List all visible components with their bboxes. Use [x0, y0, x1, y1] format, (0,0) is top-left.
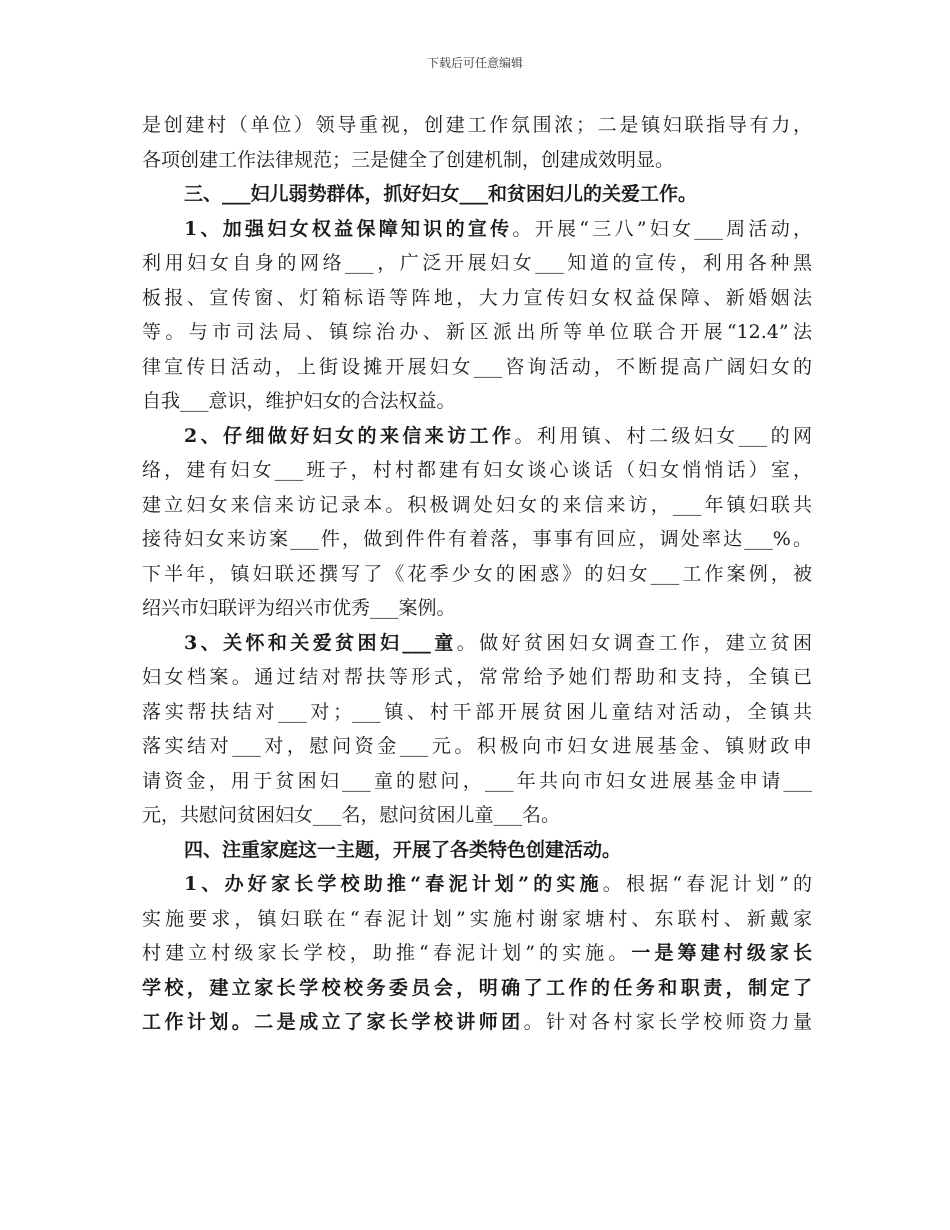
text-line [142, 419, 812, 454]
text-segment: 元，共慰问贫困妇女___名，慰问贫困儿童___名。 [142, 804, 561, 826]
text-line [142, 660, 812, 695]
text-line [142, 1005, 812, 1040]
bold-text-segment: 3、关怀和关爱贫困妇___童 [184, 631, 457, 654]
bold-text-segment: 四、注重家庭这一主题，开展了各类特色创建活动。 [184, 838, 622, 861]
text-segment: 。做好贫困妇女调查工作，建立贫困 [456, 631, 812, 654]
text-segment: 落实帮扶结对___对；___镇、村干部开展贫困儿童结对活动，全镇共 [142, 700, 812, 723]
text-line [142, 902, 812, 937]
text-line [142, 729, 812, 764]
text-line [142, 488, 812, 523]
text-line [142, 798, 812, 833]
text-segment: 等。与市司法局、镇综治办、新区派出所等单位联合开展“12.4”法 [142, 321, 812, 343]
text-line [142, 591, 812, 626]
text-segment: 请资金，用于贫困妇___童的慰问，___年共向市妇女进展基金申请___ [142, 769, 812, 792]
text-line [142, 453, 812, 488]
text-line [142, 936, 812, 971]
text-segment: 妇女档案。通过结对帮扶等形式，常常给予她们帮助和支持，全镇已 [142, 666, 812, 688]
text-segment: 利用妇女自身的网络___，广泛开展妇女___知道的宣传，利用各种黑 [142, 252, 812, 274]
text-line [142, 108, 812, 143]
text-segment: 。开展“三八”妇女___周活动， [512, 217, 812, 240]
bold-text-segment: 1、加强妇女权益保障知识的宣传 [184, 217, 513, 240]
text-line [142, 867, 812, 902]
text-line [142, 212, 812, 247]
bold-text-segment: 一是筹建村级家长 [631, 942, 812, 964]
text-segment: 落实结对___对，慰问资金___元。积极向市妇女进展基金、镇财政申 [142, 735, 812, 757]
text-segment: 律宣传日活动，上街设摊开展妇女___咨询活动，不断提高广阔妇女的 [142, 355, 812, 378]
text-segment: 下半年，镇妇联还撰写了《花季少女的困惑》的妇女___工作案例，被 [142, 562, 812, 585]
text-segment: 。根据“春泥计划”的 [602, 873, 812, 895]
text-line [142, 626, 812, 661]
text-segment: 绍兴市妇联评为绍兴市优秀___案例。 [142, 597, 456, 619]
text-segment: 实施要求，镇妇联在“春泥计划”实施村谢家塘村、东联村、新戴家 [142, 907, 812, 930]
document-body [142, 108, 812, 1040]
bold-text-segment: 2、仔细做好妇女的来信来访工作 [184, 424, 515, 447]
text-segment: 是创建村（单位）领导重视，创建工作氛围浓；二是镇妇联指导有力， [142, 114, 812, 136]
bold-text-segment: 三、___妇儿弱势群体，抓好妇女___和贫困妇儿的关爱工作。 [184, 183, 698, 205]
text-line [142, 384, 812, 419]
text-segment: 各项创建工作法律规范；三是健全了创建机制，创建成效明显。 [142, 148, 675, 171]
text-line [142, 315, 812, 350]
text-line [142, 557, 812, 592]
text-line [142, 764, 812, 799]
text-segment: 板报、宣传窗、灯箱标语等阵地，大力宣传妇女权益保障、新婚姻法 [142, 286, 812, 309]
text-line [142, 350, 812, 385]
text-segment: 村建立村级家长学校，助推“春泥计划”的实施。 [142, 942, 632, 964]
page-header: 下载后可任意编辑 [426, 56, 523, 70]
text-line [142, 281, 812, 316]
bold-text-segment: 学校，建立家长学校校务委员会，明确了工作的任务和职责，制定了 [142, 976, 812, 999]
text-line [142, 143, 812, 178]
bold-text-segment: 1、办好家长学校助推“春泥计划”的实施 [184, 873, 603, 895]
text-segment: 。针对各村家长学校师资力量 [523, 1011, 812, 1033]
text-segment: 自我___意识，维护妇女的合法权益。 [142, 390, 456, 412]
text-line [142, 522, 812, 557]
text-segment: 建立妇女来信来访记录本。积极调处妇女的来信来访，___年镇妇联共 [142, 493, 812, 516]
text-line [142, 833, 812, 868]
bold-text-segment: 工作计划。二是成立了家长学校讲师团 [142, 1011, 524, 1033]
text-line [142, 246, 812, 281]
text-line [142, 177, 812, 212]
text-line [142, 695, 812, 730]
text-segment: 接待妇女来访案___件，做到件件有着落，事事有回应，调处率达___%。 [142, 528, 812, 550]
text-line [142, 971, 812, 1006]
text-segment: 络，建有妇女___班子，村村都建有妇女谈心谈话（妇女悄悄话）室， [142, 459, 812, 481]
text-segment: 。利用镇、村二级妇女___的网 [514, 424, 812, 447]
